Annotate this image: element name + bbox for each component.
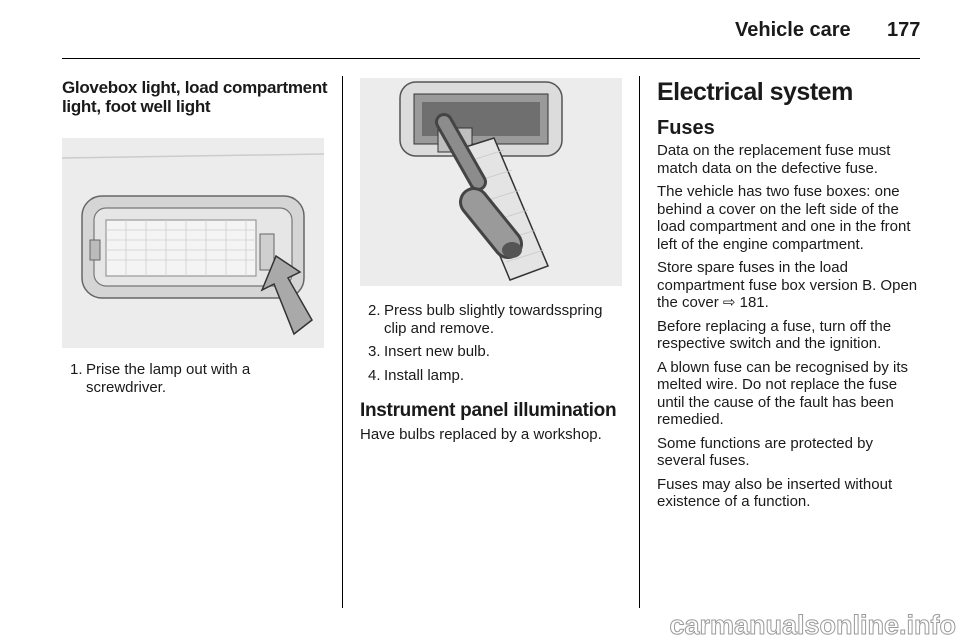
column-2: [360, 78, 624, 450]
fuses-heading: Fuses: [657, 117, 715, 139]
column-1: [62, 78, 330, 402]
step-number: 3.: [368, 343, 381, 360]
instrument-panel-text: Have bulbs replaced by a workshop.: [360, 426, 602, 443]
fuses-paragraph: Data on the replacement fuse must match data on the defective fuse.: [657, 142, 891, 177]
section-title: Vehicle care: [735, 19, 851, 41]
column-divider-2: [639, 76, 640, 608]
fuses-paragraph: Fuses may also be inserted without existence of a function.: [657, 475, 893, 510]
bulb-removal-illustration: [360, 78, 622, 286]
step-number: 1.: [70, 361, 83, 378]
step-text: Insert new bulb.: [384, 343, 490, 360]
fuses-paragraph: Some functions are protected by several fuses.: [657, 434, 873, 469]
step-text: Prise the lamp out with a screwdriver.: [86, 361, 251, 396]
fuses-paragraph: A blown fuse can be recognised by its melted wire. Do not replace the fuse until the cause of the fault has been remedied.: [657, 358, 908, 428]
fuses-paragraph: Store spare fuses in the load compartment fuse box version B. Open the cover ⇨ 181.: [657, 259, 918, 311]
col1-steps: [62, 361, 330, 396]
header-rule: [62, 58, 920, 59]
step-number: 4.: [368, 366, 381, 384]
instrument-panel-heading: Instrument panel illumination: [360, 400, 617, 421]
step-text: Press bulb slightly towardsspring clip and remove.: [384, 302, 603, 337]
watermark: [600, 606, 960, 642]
watermark-text: carmanualsonline.info: [669, 610, 956, 640]
page-number: 177: [887, 19, 921, 41]
column-3: [657, 78, 923, 517]
column-divider-1: [342, 76, 343, 608]
lamp-heading: Glovebox light, load compartment light, foot well light: [62, 78, 328, 116]
fuses-paragraph: The vehicle has two fuse boxes: one behind a cover on the left side of the load compartment and one in the front left of the engine compartment.: [657, 183, 911, 253]
lamp-removal-illustration: [62, 138, 324, 348]
step-text: Install lamp.: [384, 366, 465, 384]
list-item: [62, 361, 330, 396]
list-item: [360, 367, 624, 385]
electrical-system-heading: Electrical system: [657, 78, 853, 106]
step-number: 2.: [368, 302, 381, 319]
col2-steps: [360, 302, 624, 384]
list-item: [360, 302, 624, 337]
fuses-paragraph: Before replacing a fuse, turn off the respective switch and the ignition.: [657, 317, 892, 352]
list-item: [360, 343, 624, 361]
